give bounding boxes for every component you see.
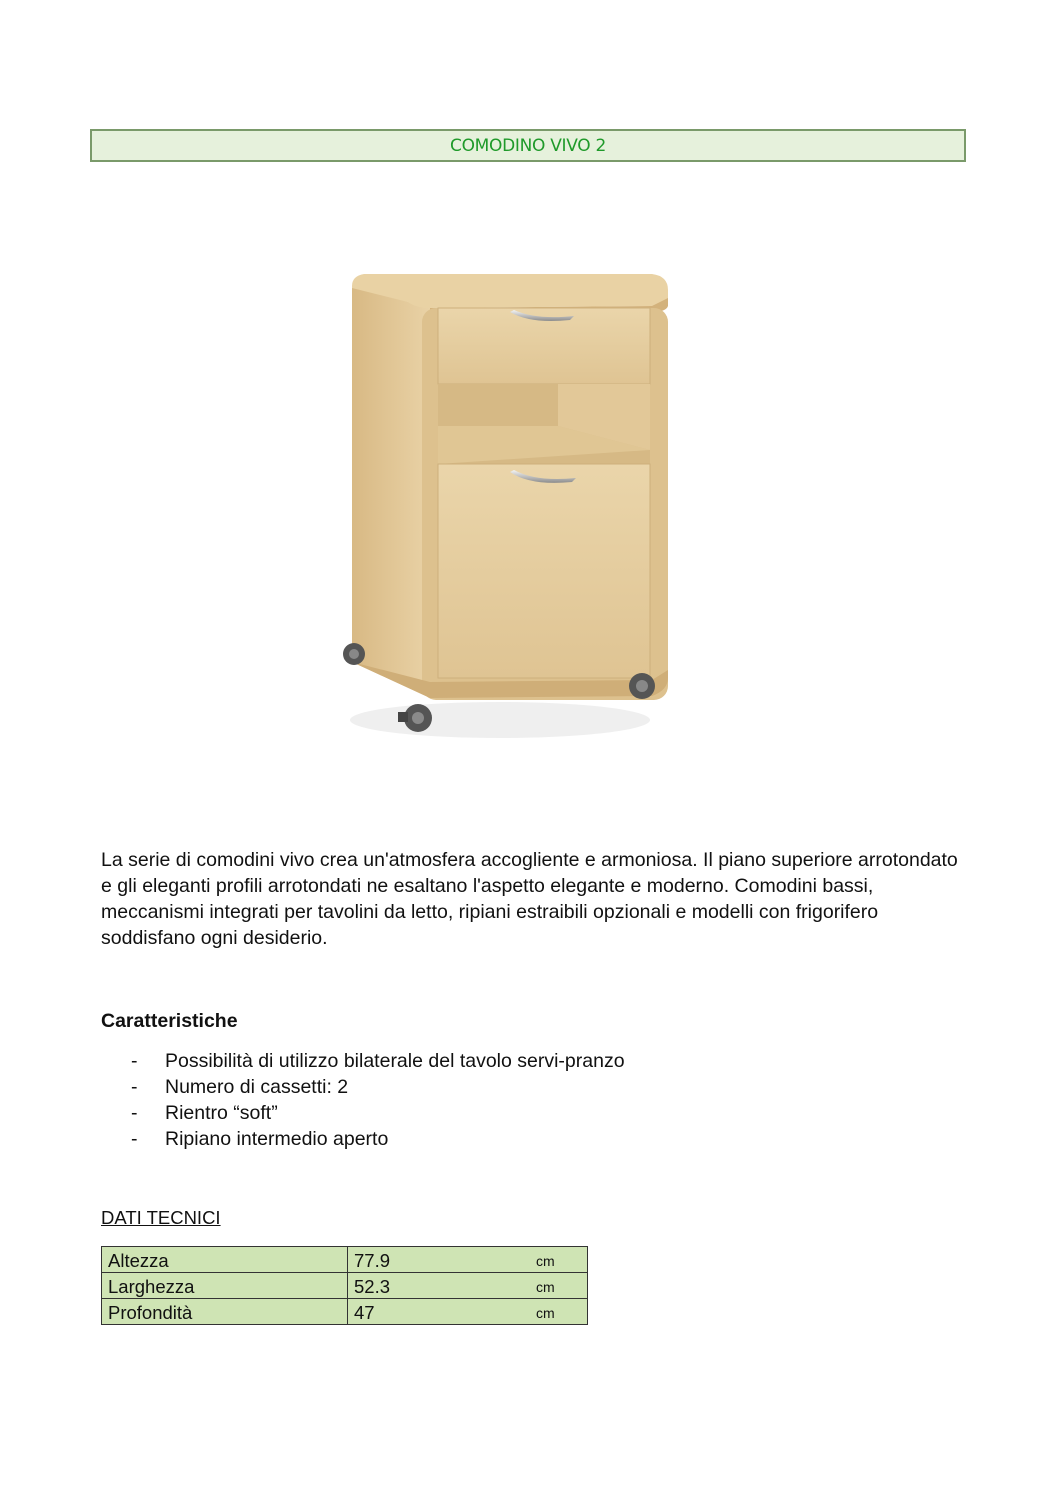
table-row: [102, 1247, 588, 1273]
list-item: - Rientro “soft”: [131, 1102, 278, 1124]
spec-unit: cm: [536, 1279, 555, 1295]
title-box: [90, 129, 966, 162]
product-description: La serie di comodini vivo crea un'atmosfera accogliente e armoniosa. Il piano superiore arrotondato e gli eleganti profili arrotondati ne esaltano l'aspetto elegante e moderno. Comodini bassi, meccanismi integrati per tavolini da letto, ripiani estraibili opzionali e modelli con frigorifero soddisfano ogni desiderio.: [101, 849, 958, 949]
spec-unit: cm: [536, 1253, 555, 1269]
spec-unit: cm: [536, 1305, 555, 1321]
list-item: - Numero di cassetti: 2: [131, 1076, 349, 1098]
product-image: [330, 250, 675, 750]
features-list: [101, 1048, 625, 1152]
tech-title: DATI TECNICI: [101, 1207, 221, 1228]
spec-label: Altezza: [102, 1247, 348, 1273]
tech-table: [101, 1246, 588, 1325]
spec-value: 47 cm: [348, 1299, 588, 1325]
spec-label: Larghezza: [102, 1273, 348, 1299]
spec-label: Profondità: [102, 1299, 348, 1325]
spec-value: 52.3 cm: [348, 1273, 588, 1299]
page-title: COMODINO VIVO 2: [450, 135, 606, 156]
table-row: [102, 1273, 588, 1299]
spec-value: 77.9 cm: [348, 1247, 588, 1273]
features-title: Caratteristiche: [101, 1010, 238, 1032]
table-row: [102, 1299, 588, 1325]
list-item: - Ripiano intermedio aperto: [131, 1128, 389, 1150]
list-item: - Possibilità di utilizzo bilaterale del tavolo servi-pranzo: [131, 1050, 625, 1072]
